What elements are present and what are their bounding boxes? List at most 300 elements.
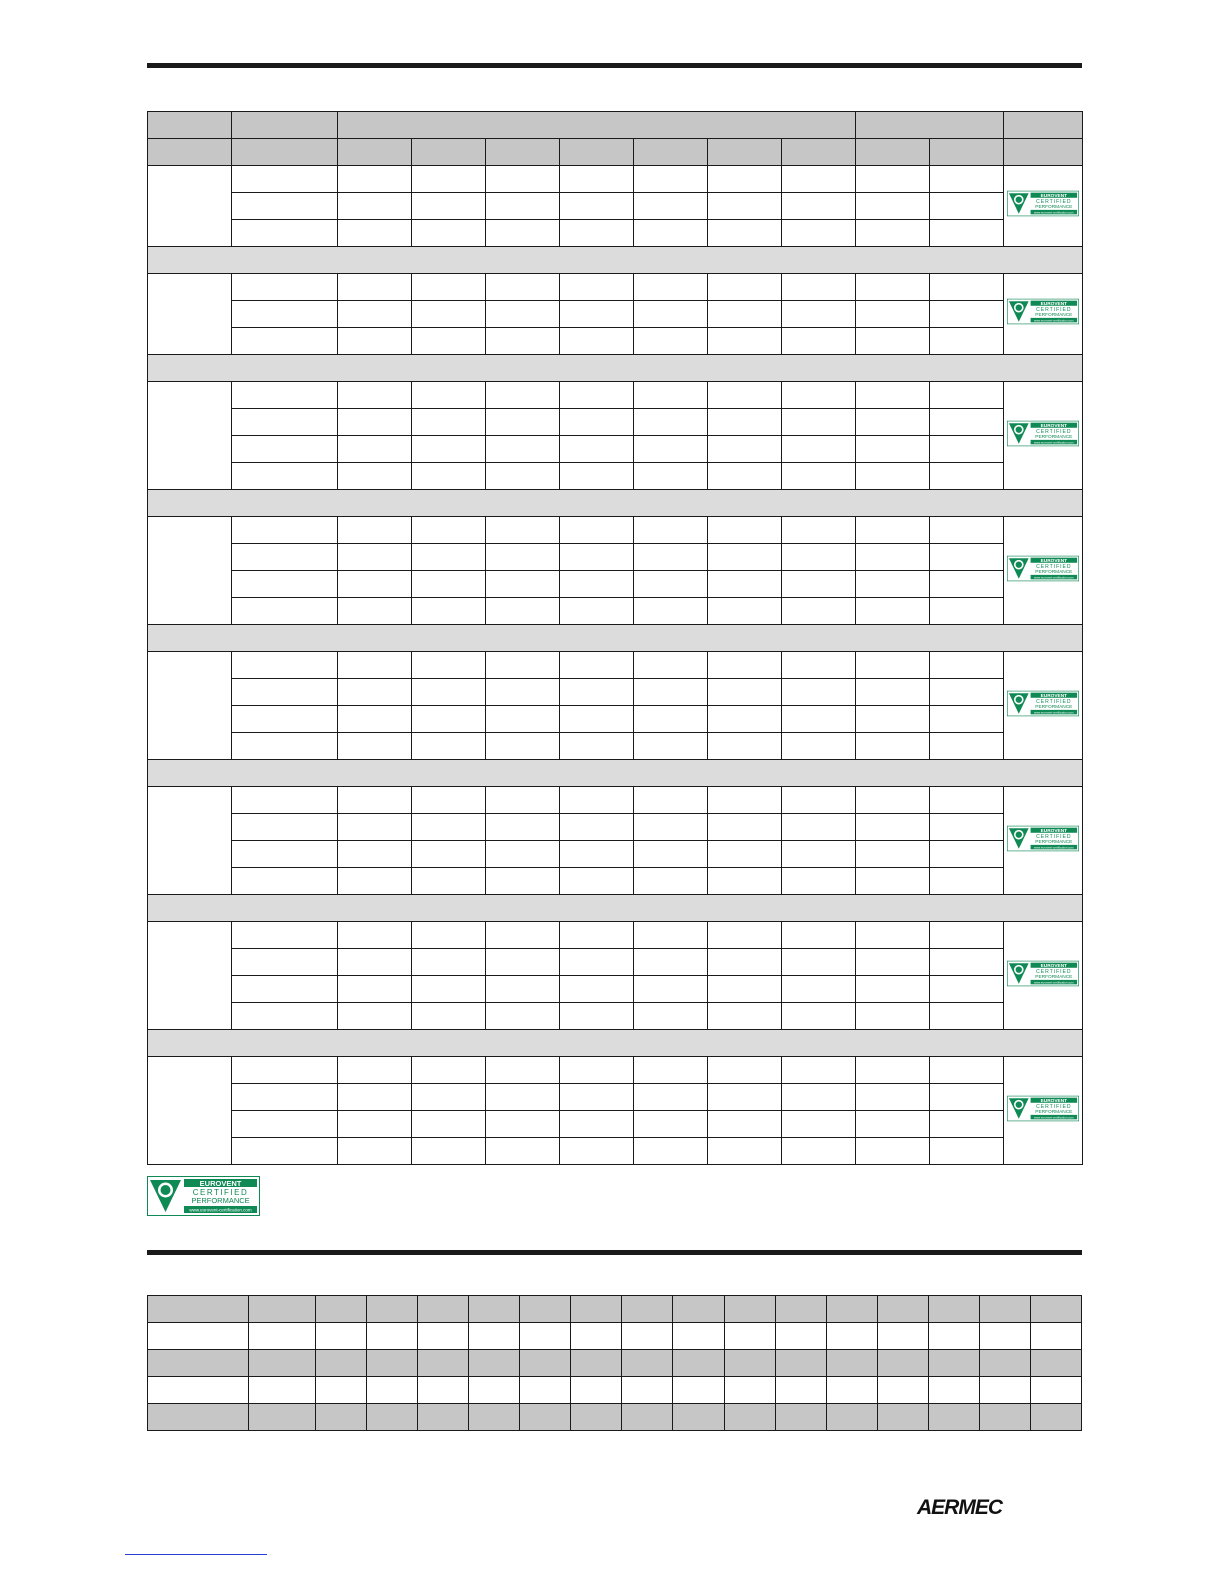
table-cell (412, 1057, 486, 1084)
badge-line-3: PERFORMANCE (1035, 1109, 1073, 1115)
badge-line-2: CERTIFIED (1036, 1103, 1072, 1110)
table-cell (560, 436, 634, 463)
table-cell (930, 868, 1004, 895)
separator-cell (148, 490, 1083, 517)
table-cell (560, 571, 634, 598)
table-cell (708, 814, 782, 841)
table-cell (930, 1084, 1004, 1111)
header-cell (782, 139, 856, 166)
table-cell (634, 544, 708, 571)
table-cell (412, 652, 486, 679)
table-cell (520, 1377, 571, 1404)
table-cell (232, 976, 338, 1003)
table-cell (856, 949, 930, 976)
table-cell (930, 1057, 1004, 1084)
table-cell (877, 1404, 928, 1431)
table-cell (708, 571, 782, 598)
table-cell (367, 1323, 418, 1350)
header-cell (232, 139, 338, 166)
table-cell (571, 1350, 622, 1377)
table-cell (930, 382, 1004, 409)
table-cell (708, 949, 782, 976)
group-label-cell (148, 922, 232, 1030)
table-cell (486, 787, 560, 814)
table-cell (232, 922, 338, 949)
table-cell (560, 544, 634, 571)
table-cell (249, 1350, 316, 1377)
table-cell (634, 571, 708, 598)
table-cell (412, 733, 486, 760)
table-cell (232, 436, 338, 463)
table-cell (928, 1323, 979, 1350)
table-cell (673, 1296, 724, 1323)
table-cell (782, 274, 856, 301)
table-row (148, 1003, 1083, 1030)
table-cell (979, 1323, 1030, 1350)
table-row (148, 733, 1083, 760)
eurovent-badge (1007, 190, 1079, 217)
table-cell (622, 1296, 673, 1323)
table-cell (775, 1404, 826, 1431)
table-cell (486, 382, 560, 409)
table-cell (560, 517, 634, 544)
table-cell (634, 868, 708, 895)
table-cell (520, 1296, 571, 1323)
table-cell (634, 166, 708, 193)
table-cell (571, 1296, 622, 1323)
table-cell (520, 1404, 571, 1431)
table-cell (232, 841, 338, 868)
header-cell (856, 112, 1004, 139)
table-cell (338, 868, 412, 895)
table-cell (856, 841, 930, 868)
table-cell (708, 436, 782, 463)
table-cell (930, 220, 1004, 247)
table-cell (418, 1377, 469, 1404)
table-cell (560, 328, 634, 355)
badge-line-1: EUROVENT (1040, 302, 1068, 308)
table-cell (560, 409, 634, 436)
table-cell (622, 1404, 673, 1431)
group-label-cell (148, 787, 232, 895)
table-cell (486, 166, 560, 193)
table-cell (338, 976, 412, 1003)
table-cell (928, 1404, 979, 1431)
aermec-logo-icon (915, 1494, 1007, 1518)
table-cell (148, 1350, 249, 1377)
table-cell (724, 1404, 775, 1431)
group-separator-row (148, 895, 1083, 922)
eurovent-certified-badge-icon (1007, 298, 1079, 325)
header-cell (338, 112, 856, 139)
table-row (148, 166, 1083, 193)
table-cell (724, 1323, 775, 1350)
table-cell (856, 220, 930, 247)
table-row (148, 706, 1083, 733)
header-cell (560, 139, 634, 166)
badge-line-1: EUROVENT (1040, 423, 1068, 429)
separator-cell (148, 625, 1083, 652)
table-row (148, 1350, 1082, 1377)
table-cell (232, 274, 338, 301)
table-cell (782, 166, 856, 193)
eurovent-badge (1007, 420, 1079, 447)
table-cell (412, 679, 486, 706)
separator-cell (148, 1030, 1083, 1057)
table-cell (930, 193, 1004, 220)
table-cell (622, 1350, 673, 1377)
badge-line-1: EUROVENT (1040, 963, 1068, 969)
badge-url: www.eurovent-certification.com (1034, 210, 1074, 215)
table-cell (782, 328, 856, 355)
table-cell (634, 382, 708, 409)
table-cell (856, 1111, 930, 1138)
table-cell (560, 841, 634, 868)
table-cell (486, 922, 560, 949)
badge-line-3: PERFORMANCE (1035, 704, 1073, 710)
table-cell (232, 544, 338, 571)
table-cell (782, 598, 856, 625)
table-cell (708, 733, 782, 760)
table-cell (560, 652, 634, 679)
table-cell (486, 517, 560, 544)
table-cell (930, 787, 1004, 814)
table-cell (249, 1377, 316, 1404)
table-cell (856, 787, 930, 814)
eurovent-badge (1007, 960, 1079, 987)
table-cell (782, 436, 856, 463)
group-separator-row (148, 1030, 1083, 1057)
table-cell (560, 220, 634, 247)
table-row (148, 1057, 1083, 1084)
table-cell (486, 1111, 560, 1138)
table-cell (782, 193, 856, 220)
table-cell (469, 1377, 520, 1404)
table-cell (708, 1057, 782, 1084)
table-cell (412, 1111, 486, 1138)
table-cell (856, 733, 930, 760)
badge-line-2: CERTIFIED (1036, 306, 1072, 313)
table-cell (708, 1084, 782, 1111)
table-cell (928, 1296, 979, 1323)
table-cell (634, 1111, 708, 1138)
eurovent-badge-legend (147, 1176, 260, 1221)
table-cell (877, 1296, 928, 1323)
table-cell (412, 220, 486, 247)
eurovent-badge (1007, 298, 1079, 325)
group-label-cell (148, 382, 232, 490)
table-cell (338, 679, 412, 706)
table-cell (856, 463, 930, 490)
table-cell (782, 1057, 856, 1084)
table-cell (316, 1350, 367, 1377)
table-cell (486, 841, 560, 868)
brand-logo-text: AERMEC (917, 1496, 1003, 1518)
header-cell (486, 139, 560, 166)
table-cell (338, 841, 412, 868)
table-cell (634, 409, 708, 436)
table-cell (782, 517, 856, 544)
badge-cell (1004, 382, 1083, 490)
badge-line-3: PERFORMANCE (1035, 839, 1073, 845)
badge-cell (1004, 274, 1083, 355)
eurovent-certified-badge-icon (147, 1176, 260, 1216)
table-cell (338, 733, 412, 760)
table-cell (782, 652, 856, 679)
section-rule (147, 1250, 1082, 1255)
table-cell (930, 976, 1004, 1003)
table-cell (930, 544, 1004, 571)
table-cell (412, 571, 486, 598)
table-cell (560, 1057, 634, 1084)
table-row (148, 382, 1083, 409)
table-cell (1030, 1404, 1081, 1431)
table-cell (338, 166, 412, 193)
table-cell (634, 652, 708, 679)
table-cell (634, 706, 708, 733)
table-cell (486, 409, 560, 436)
table-cell (486, 544, 560, 571)
table-cell (1030, 1350, 1081, 1377)
table-cell (560, 382, 634, 409)
table-cell (979, 1350, 1030, 1377)
table-cell (338, 814, 412, 841)
table-cell (724, 1377, 775, 1404)
header-cell (412, 139, 486, 166)
table-cell (930, 301, 1004, 328)
table-cell (634, 274, 708, 301)
table-cell (338, 1084, 412, 1111)
table-cell (560, 193, 634, 220)
table-cell (486, 1057, 560, 1084)
badge-line-2: CERTIFIED (1036, 563, 1072, 570)
table-cell (634, 301, 708, 328)
table-cell (634, 976, 708, 1003)
table-cell (930, 571, 1004, 598)
table-row (148, 787, 1083, 814)
table-cell (486, 571, 560, 598)
table-cell (249, 1323, 316, 1350)
table-cell (560, 679, 634, 706)
table-cell (856, 706, 930, 733)
eurovent-certified-badge-icon (1007, 960, 1079, 987)
badge-cell (1004, 517, 1083, 625)
table-row (148, 409, 1083, 436)
table-cell (338, 706, 412, 733)
table-cell (412, 1138, 486, 1165)
top-rule (147, 63, 1082, 68)
table-cell (232, 328, 338, 355)
table-cell (782, 706, 856, 733)
table-cell (930, 841, 1004, 868)
table-cell (232, 679, 338, 706)
table-cell (826, 1350, 877, 1377)
table-cell (775, 1296, 826, 1323)
eurovent-badge (1007, 690, 1079, 717)
group-separator-row (148, 760, 1083, 787)
table-cell (708, 544, 782, 571)
table-cell (412, 1003, 486, 1030)
table-cell (634, 922, 708, 949)
table-cell (412, 193, 486, 220)
table-row (148, 463, 1083, 490)
table-cell (634, 1057, 708, 1084)
table-cell (338, 328, 412, 355)
table-cell (930, 328, 1004, 355)
badge-url: www.eurovent-certification.com (1034, 318, 1074, 323)
table-cell (782, 220, 856, 247)
table-cell (856, 814, 930, 841)
table-cell (412, 949, 486, 976)
header-cell (1004, 139, 1083, 166)
header-cell (148, 112, 232, 139)
badge-line-1: EUROVENT (1040, 1098, 1068, 1104)
footer-link-underline (125, 1554, 267, 1555)
table-cell (486, 706, 560, 733)
badge-line-2: CERTIFIED (1036, 968, 1072, 975)
table-cell (316, 1323, 367, 1350)
table-cell (708, 220, 782, 247)
table-cell (486, 1138, 560, 1165)
badge-cell (1004, 166, 1083, 247)
badge-line-3: PERFORMANCE (1035, 312, 1073, 318)
table-cell (418, 1404, 469, 1431)
table-cell (232, 652, 338, 679)
table-cell (560, 1084, 634, 1111)
table-cell (856, 436, 930, 463)
table-row (148, 328, 1083, 355)
table-row (148, 517, 1083, 544)
table-cell (412, 274, 486, 301)
table-row (148, 1111, 1083, 1138)
separator-cell (148, 355, 1083, 382)
table-cell (826, 1404, 877, 1431)
table-cell (412, 517, 486, 544)
table-cell (571, 1377, 622, 1404)
table-cell (338, 949, 412, 976)
header-cell (856, 139, 930, 166)
table-cell (782, 544, 856, 571)
eurovent-certified-badge-icon (1007, 690, 1079, 717)
separator-cell (148, 760, 1083, 787)
table-cell (782, 976, 856, 1003)
table-cell (856, 679, 930, 706)
table-cell (232, 1057, 338, 1084)
table-cell (338, 1138, 412, 1165)
table-cell (486, 220, 560, 247)
table-cell (856, 1084, 930, 1111)
table-cell (232, 1138, 338, 1165)
table-cell (634, 1003, 708, 1030)
table-cell (826, 1296, 877, 1323)
table-cell (634, 436, 708, 463)
table-cell (412, 328, 486, 355)
table-cell (634, 1138, 708, 1165)
table-cell (486, 301, 560, 328)
badge-url: www.eurovent-certification.com (1034, 709, 1074, 714)
table-row (148, 976, 1083, 1003)
table-cell (338, 571, 412, 598)
table-cell (708, 301, 782, 328)
table-cell (928, 1377, 979, 1404)
table-cell (930, 436, 1004, 463)
table-cell (775, 1377, 826, 1404)
table-cell (877, 1377, 928, 1404)
badge-cell (1004, 1057, 1083, 1165)
badge-url: www.eurovent-certification.com (1034, 1114, 1074, 1119)
table-cell (560, 1111, 634, 1138)
table-cell (418, 1296, 469, 1323)
table-cell (486, 976, 560, 1003)
table-cell (232, 706, 338, 733)
table-cell (469, 1350, 520, 1377)
table-cell (338, 436, 412, 463)
table-cell (338, 193, 412, 220)
table-cell (708, 193, 782, 220)
table-cell (856, 409, 930, 436)
table-cell (877, 1323, 928, 1350)
table-cell (412, 301, 486, 328)
badge-line-3: PERFORMANCE (191, 1196, 250, 1205)
table-cell (148, 1323, 249, 1350)
table-cell (316, 1404, 367, 1431)
table-row (148, 814, 1083, 841)
table-row (148, 598, 1083, 625)
table-cell (560, 733, 634, 760)
table-cell (1030, 1296, 1081, 1323)
group-separator-row (148, 355, 1083, 382)
secondary-table (147, 1295, 1082, 1431)
table-cell (856, 517, 930, 544)
table-cell (708, 274, 782, 301)
table-row (148, 544, 1083, 571)
badge-line-1: EUROVENT (1040, 194, 1068, 200)
table-cell (634, 1084, 708, 1111)
group-label-cell (148, 166, 232, 247)
table-cell (232, 382, 338, 409)
badge-line-2: CERTIFIED (1036, 198, 1072, 205)
table-cell (486, 598, 560, 625)
table-cell (856, 976, 930, 1003)
table-cell (622, 1323, 673, 1350)
table-cell (412, 706, 486, 733)
table-cell (708, 598, 782, 625)
badge-url: www.eurovent-certification.com (1034, 574, 1074, 579)
table-cell (520, 1350, 571, 1377)
group-separator-row (148, 490, 1083, 517)
table-cell (708, 706, 782, 733)
badge-line-2: CERTIFIED (1036, 833, 1072, 840)
table-cell (856, 193, 930, 220)
table-cell (560, 787, 634, 814)
table-row (148, 301, 1083, 328)
table-cell (486, 193, 560, 220)
badge-line-2: CERTIFIED (1036, 698, 1072, 705)
badge-cell (1004, 652, 1083, 760)
table-cell (486, 328, 560, 355)
table-cell (930, 922, 1004, 949)
table-cell (232, 301, 338, 328)
table-cell (469, 1404, 520, 1431)
eurovent-certified-badge-icon (1007, 1095, 1079, 1122)
table-cell (338, 544, 412, 571)
table-cell (560, 922, 634, 949)
table-row (148, 1404, 1082, 1431)
table-cell (782, 409, 856, 436)
table-cell (412, 814, 486, 841)
table-cell (826, 1377, 877, 1404)
table-cell (367, 1377, 418, 1404)
